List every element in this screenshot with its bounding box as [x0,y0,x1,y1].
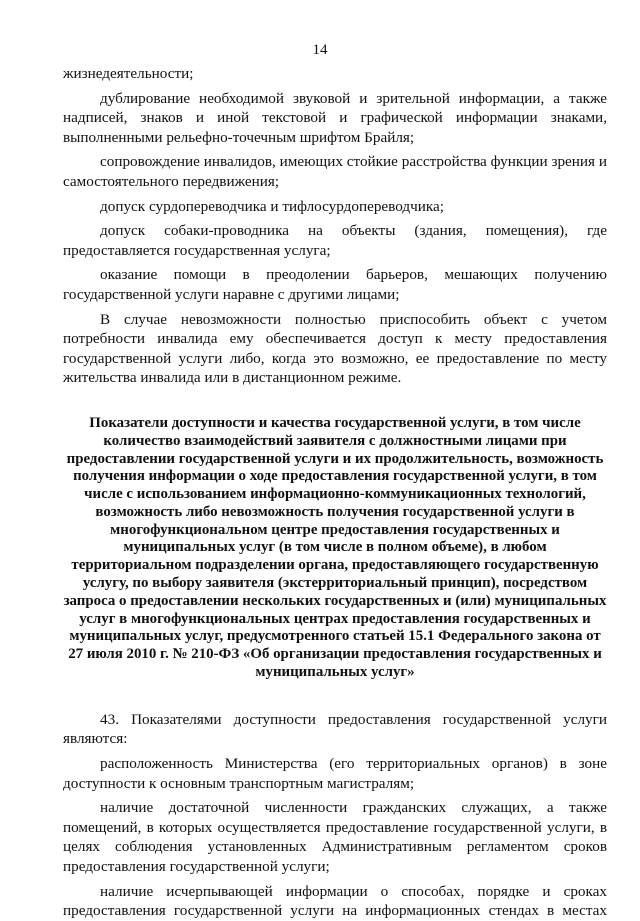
paragraph: допуск сурдопереводчика и тифлосурдопереводчика; [100,197,444,215]
paragraph: оказание помощи в преодолении барьеров, мешающих получению государственной услуги наравне с другими лицами; [63,266,607,303]
page-number: 14 [312,42,328,58]
document-body [63,64,607,921]
paragraph: допуск собаки-проводника на объекты (здания, помещения), где предоставляется государственная услуга; [63,222,607,259]
paragraph: расположенность Министерства (его территориальных органов) в зоне доступности к основным транспортным магистралям; [63,755,607,792]
paragraph: наличие достаточной численности гражданских служащих, а также помещений, в которых осуществляется предоставление государственной услуги, в целях соблюдения установленных Административным регламентом сроков предоставления государственной услуги; [63,799,607,876]
paragraph: сопровождение инвалидов, имеющих стойкие расстройства функции зрения и самостоятельного передвижения; [63,153,607,190]
paragraph: жизнедеятельности; [63,65,194,82]
paragraph: В случае невозможности полностью приспособить объект с учетом потребности инвалида ему обеспечивается доступ к месту предоставления государственной услуги либо, когда это возможно, ее предоставление по месту жительства инвалида или в дистанционном режиме. [63,310,607,387]
paragraph: 43. Показателями доступности предоставления государственной услуги являются: [63,710,607,748]
paragraph: дублирование необходимой звуковой и зрительной информации, а также надписей, знаков и иной текстовой и графической информации знаками, выполненными рельефно-точечным шрифтом Брайля; [63,89,607,146]
paragraph: наличие исчерпывающей информации о способах, порядке и сроках предоставления государственной услуги на информационных стендах в местах [63,882,607,920]
section-heading: Показатели доступности и качества государственной услуги, в том числе количество взаимодействий заявителя с должностными лицами при предоставлении государственной услуги и их продолжительность, возможность получения информации о ходе предоставления государственной услуги, в том числе с использованием информационно-коммуникационных технологий, возможность либо невозможность получения государственной услуги в многофункциональном центре предоставления государственных и муниципальных услуг (в том числе в полном объеме), в любом территориальном подразделении органа, предоставляющего государственную услугу, по выбору заявителя (экстерриториальный принцип), посредством запроса о предоставлении нескольких государственных и (или) муниципальных услуг в многофункциональных центрах предоставления государственных и муниципальных услуг, предусмотренного статьей 15.1 Федерального закона от 27 июля 2010 г. № 210-ФЗ «Об организации предоставления государственных и муниципальных услуг» [63,414,607,681]
